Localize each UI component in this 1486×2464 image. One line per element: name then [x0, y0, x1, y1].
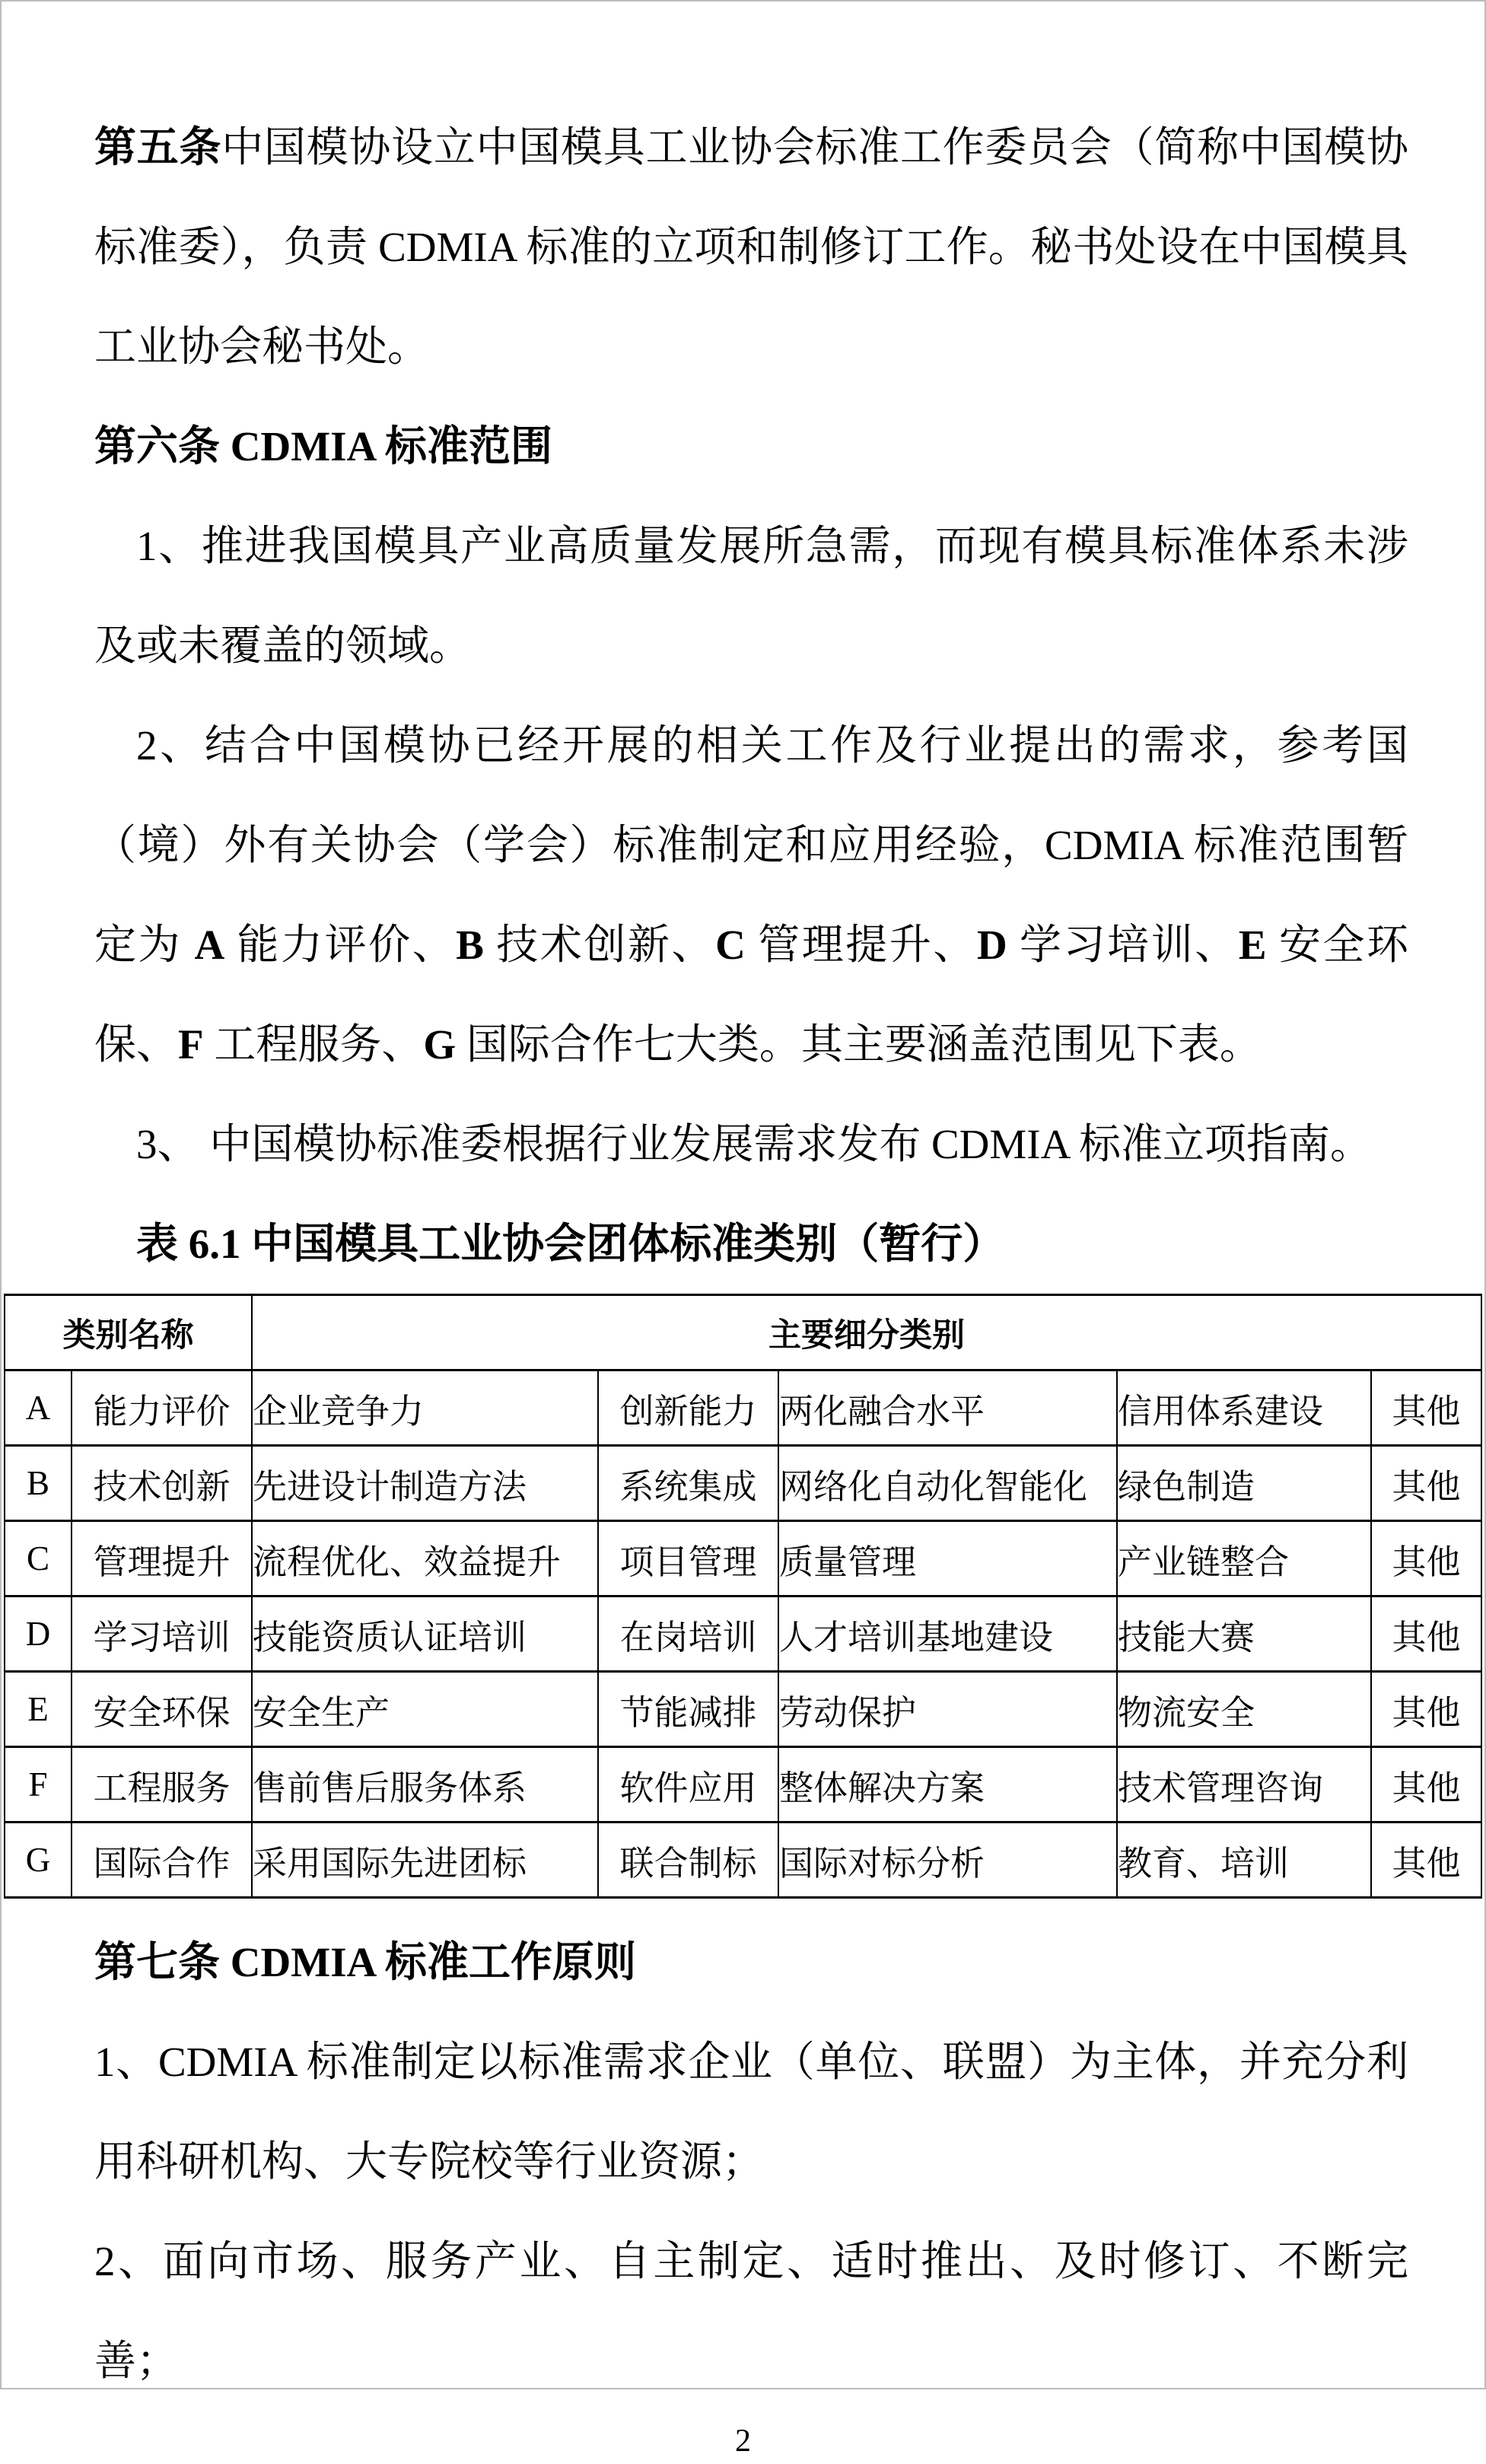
header-subcategories: 主要细分类别: [252, 1295, 1481, 1370]
table-row: [5, 1446, 1481, 1521]
paragraph-article-5: [94, 97, 1408, 396]
cell-sub3: 整体解决方案: [778, 1747, 1117, 1823]
cell-other: 其他: [1371, 1521, 1481, 1597]
cell-sub2: 在岗培训: [598, 1597, 778, 1672]
cell-sub4: 物流安全: [1117, 1672, 1371, 1747]
header-category-name: 类别名称: [5, 1295, 252, 1370]
table-row: [5, 1370, 1481, 1446]
text-segment: 能力评价、: [224, 922, 457, 968]
category-letter: C: [715, 922, 746, 968]
cell-sub1: 售前售后服务体系: [252, 1747, 598, 1823]
paragraph-principle-2: 2、面向市场、服务产业、自主制定、适时推出、及时修订、不断完善；: [94, 2238, 1408, 2384]
cell-name: 学习培训: [72, 1597, 252, 1672]
heading-article-7: 第七条 CDMIA 标准工作原则: [94, 1939, 636, 1985]
paragraph-scope-item-2: [94, 696, 1408, 1094]
cell-sub4: 产业链整合: [1117, 1521, 1371, 1597]
cell-sub1: 先进设计制造方法: [252, 1446, 598, 1521]
cell-other: 其他: [1371, 1672, 1481, 1747]
cell-name: 国际合作: [72, 1823, 252, 1898]
cell-other: 其他: [1371, 1747, 1481, 1823]
category-letter: E: [1238, 922, 1267, 968]
cell-code: A: [5, 1370, 72, 1446]
table-row: [5, 1521, 1481, 1597]
cell-sub4: 技能大赛: [1117, 1597, 1371, 1672]
cell-sub2: 创新能力: [598, 1370, 778, 1446]
cell-sub3: 两化融合水平: [778, 1370, 1117, 1446]
cell-sub2: 联合制标: [598, 1823, 778, 1898]
paragraph-scope-item-3: 3、 中国模协标准委根据行业发展需求发布 CDMIA 标准立项指南。: [136, 1121, 1373, 1167]
category-letter: G: [423, 1021, 457, 1068]
table-row: [5, 1823, 1481, 1898]
cell-sub1: 流程优化、效益提升: [252, 1521, 598, 1597]
cell-sub1: 技能资质认证培训: [252, 1597, 598, 1672]
table-row: [5, 1672, 1481, 1747]
cell-sub3: 劳动保护: [778, 1672, 1117, 1747]
category-letter: F: [178, 1021, 204, 1068]
cell-sub4: 教育、培训: [1117, 1823, 1371, 1898]
cell-sub4: 信用体系建设: [1117, 1370, 1371, 1446]
text-segment: 工程服务、: [203, 1021, 424, 1068]
cell-sub3: 质量管理: [778, 1521, 1117, 1597]
cell-sub2: 项目管理: [598, 1521, 778, 1597]
article-5-label: 第五条: [94, 124, 222, 170]
paragraph-scope-item-1: 1、推进我国模具产业高质量发展所急需，而现有模具标准体系未涉及或未覆盖的领域。: [94, 523, 1408, 669]
category-letter: B: [456, 922, 484, 968]
page-number: 2: [735, 2424, 751, 2459]
cell-code: D: [5, 1597, 72, 1672]
heading-article-6: 第六条 CDMIA 标准范围: [94, 423, 552, 470]
text-segment: 管理提升、: [745, 922, 977, 968]
cell-sub4: 绿色制造: [1117, 1446, 1371, 1521]
cell-code: B: [5, 1446, 72, 1521]
cell-sub1: 采用国际先进团标: [252, 1823, 598, 1898]
table-row: [5, 1747, 1481, 1823]
table-row: [5, 1597, 1481, 1672]
category-letter: A: [194, 922, 225, 968]
text-segment: 技术创新、: [483, 922, 716, 968]
cell-name: 技术创新: [72, 1446, 252, 1521]
table-header-row: [5, 1295, 1481, 1370]
cell-name: 管理提升: [72, 1521, 252, 1597]
text-segment: 2、结合中国模协已经开展的相关工作及行业提出的需求，参考国（境）外有关协会（学会）标准制定和应用经验，CDMIA 标准范围暂定为: [94, 722, 1408, 968]
cell-name: 工程服务: [72, 1747, 252, 1823]
cell-sub2: 系统集成: [598, 1446, 778, 1521]
cell-code: C: [5, 1521, 72, 1597]
text-segment: 中国模协设立中国模具工业协会标准工作委员会（简称中国模协标准委），负责 CDMIA 标准的立项和制修订工作。秘书处设在中国模具工业协会秘书处。: [94, 124, 1408, 370]
cell-sub4: 技术管理咨询: [1117, 1747, 1371, 1823]
cell-code: G: [5, 1823, 72, 1898]
text-segment: 安全环保、: [94, 922, 1408, 1068]
category-letter: D: [976, 922, 1007, 968]
cell-sub3: 人才培训基地建设: [778, 1597, 1117, 1672]
cell-sub3: 网络化自动化智能化: [778, 1446, 1117, 1521]
cell-code: E: [5, 1672, 72, 1747]
cell-other: 其他: [1371, 1370, 1481, 1446]
text-segment: 国际合作七大类。其主要涵盖范围见下表。: [456, 1021, 1262, 1068]
text-segment: 学习培训、: [1007, 922, 1239, 968]
cell-other: 其他: [1371, 1446, 1481, 1521]
cell-sub2: 软件应用: [598, 1747, 778, 1823]
cell-other: 其他: [1371, 1597, 1481, 1672]
paragraph-principle-1: 1、CDMIA 标准制定以标准需求企业（单位、联盟）为主体，并充分利用科研机构、大专院校等行业资源；: [94, 2039, 1408, 2185]
cell-code: F: [5, 1747, 72, 1823]
table-caption: 表 6.1 中国模具工业协会团体标准类别（暂行）: [136, 1221, 1005, 1267]
cell-name: 安全环保: [72, 1672, 252, 1747]
standards-category-table: [4, 1294, 1482, 1899]
cell-other: 其他: [1371, 1823, 1481, 1898]
cell-sub1: 企业竞争力: [252, 1370, 598, 1446]
cell-sub3: 国际对标分析: [778, 1823, 1117, 1898]
cell-sub2: 节能减排: [598, 1672, 778, 1747]
cell-name: 能力评价: [72, 1370, 252, 1446]
cell-sub1: 安全生产: [252, 1672, 598, 1747]
